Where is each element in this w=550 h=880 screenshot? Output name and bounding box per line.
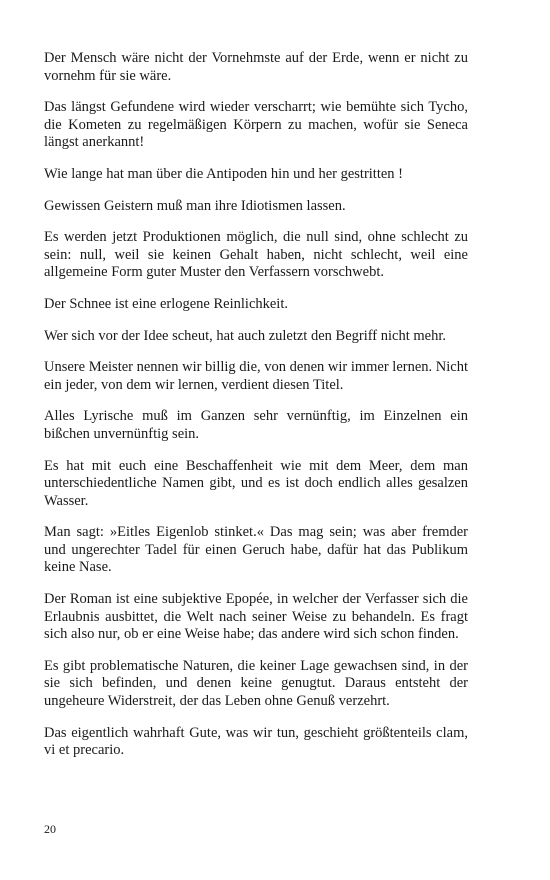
aphorism-paragraph: Der Mensch wäre nicht der Vornehmste auf der Erde, wenn er nicht zu vornehm für sie wäre. (44, 50, 468, 84)
aphorism-paragraph: Der Schnee ist eine erlogene Reinlichkeit. (44, 295, 288, 312)
aphorism-paragraph: Man sagt: »Eitles Eigenlob stinket.« Das mag sein; was aber fremder und ungerechter Tadel für einen Geruch habe, dafür hat das Publikum keine Nase. (44, 524, 468, 576)
text-body (44, 50, 468, 774)
aphorism-paragraph: Das eigentlich wahrhaft Gute, was wir tun, geschieht größtenteils clam, vi et precario. (44, 724, 468, 759)
aphorism-paragraph: Der Roman ist eine subjektive Epopée, in welcher der Verfasser sich die Erlaubnis ausbittet, die Welt nach seiner Weise zu behandeln. Es fragt sich also nur, ob er eine Weise habe; das andere wird sich schon finden. (44, 591, 468, 643)
aphorism-paragraph: Wer sich vor der Idee scheut, hat auch zuletzt den Begriff nicht mehr. (44, 327, 446, 344)
aphorism-paragraph: Das längst Gefundene wird wieder verscharrt; wie bemühte sich Tycho, die Kometen zu regelmäßigen Körpern zu machen, wofür sie Seneca längst anerkannt! (44, 99, 468, 151)
aphorism-paragraph: Es werden jetzt Produktionen möglich, die null sind, ohne schlecht zu sein: null, weil sie keinen Gehalt haben, nicht schlecht, weil eine allgemeine Form guter Muster den Verfassern vorschwebt. (44, 229, 468, 281)
aphorism-paragraph: Es hat mit euch eine Beschaffenheit wie mit dem Meer, dem man unterschiedentliche Namen gibt, und es ist doch endlich alles gesalzen Wasser. (44, 457, 468, 509)
aphorism-paragraph: Unsere Meister nennen wir billig die, von denen wir immer lernen. Nicht ein jeder, von dem wir lernen, verdient diesen Titel. (44, 359, 469, 393)
aphorism-paragraph: Es gibt problematische Naturen, die keiner Lage gewachsen sind, in der sie sich befinden, und denen keine genugtut. Daraus entsteht der ungeheure Widerstreit, der das Leben ohne Genuß verzehrt. (44, 657, 468, 710)
aphorism-paragraph: Wie lange hat man über die Antipoden hin und her gestritten ! (44, 165, 403, 182)
aphorism-paragraph: Alles Lyrische muß im Ganzen sehr vernünftig, im Einzelnen ein bißchen unvernünftig sein. (44, 408, 468, 442)
page-number: 20 (44, 822, 56, 836)
aphorism-paragraph: Gewissen Geistern muß man ihre Idiotismen lassen. (44, 197, 346, 214)
